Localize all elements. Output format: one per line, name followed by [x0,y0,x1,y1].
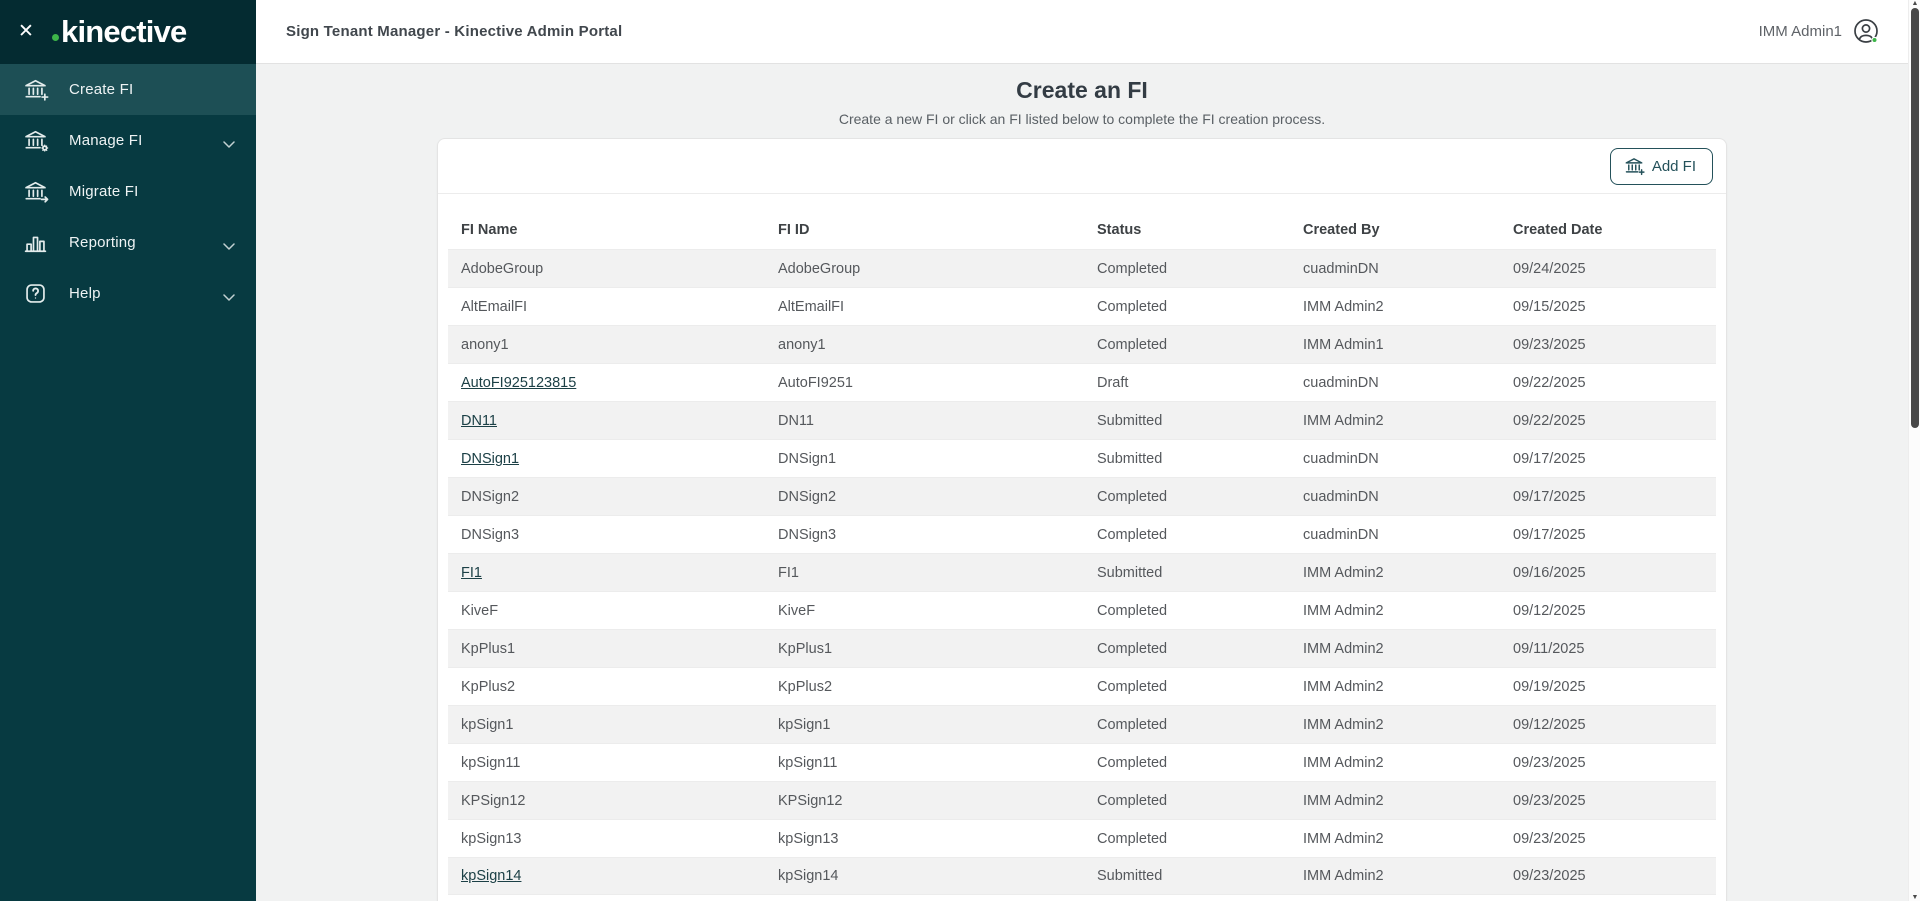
cell-fi-name-link[interactable]: AutoFI925123815 [461,374,577,391]
top-header-bar [256,0,1908,64]
col-header-fi-name: FI Name [461,222,518,238]
cell-fi-name: kpSign1 [461,716,514,733]
sidebar-item-manage-fi[interactable] [0,115,256,166]
cell-created-date: 09/15/2025 [1513,298,1586,315]
table-row [448,325,1716,363]
logo-text: kinective [61,14,187,49]
cell-fi-id: kpSign11 [778,754,838,771]
cell-status: Submitted [1097,564,1163,581]
cell-fi-id: kpSign13 [778,830,839,847]
sidebar-item-migrate-fi[interactable] [0,166,256,217]
page-heading: Create an FI [1016,77,1148,103]
cell-created-by: cuadminDN [1303,450,1379,467]
sidebar-nav [0,64,256,319]
cell-created-by: IMM Admin2 [1303,716,1384,733]
cell-fi-id: anony1 [778,336,826,353]
add-fi-button[interactable] [1610,148,1713,185]
cell-status: Completed [1097,260,1168,277]
cell-fi-id: DNSign1 [778,450,837,467]
cell-fi-id: DNSign2 [778,488,837,505]
sidebar-item-create-fi[interactable] [0,64,256,115]
col-header-created-date: Created Date [1513,222,1603,238]
sidebar-item-reporting[interactable] [0,217,256,268]
cell-status: Completed [1097,336,1168,353]
cell-fi-id: KpPlus2 [778,678,833,695]
scroll-down-arrow-icon[interactable]: ▼ [1911,894,1919,901]
bank-arrow-icon [22,178,49,205]
cell-created-by: cuadminDN [1303,526,1379,543]
cell-created-by: cuadminDN [1303,260,1379,277]
table-body [448,249,1716,895]
sidebar [0,0,256,901]
cell-fi-id: AutoFI9251 [778,374,853,391]
table-row [448,249,1716,287]
table-row [448,857,1716,895]
cell-fi-id: KPSign12 [778,792,843,809]
sidebar-item-help[interactable] [0,268,256,319]
cell-created-by: IMM Admin2 [1303,602,1384,619]
sidebar-item-label: Migrate FI [69,183,139,200]
chevron-down-icon [222,136,236,145]
cell-status: Completed [1097,678,1168,695]
cell-fi-name: AltEmailFI [461,298,528,315]
help-icon [22,280,49,307]
cell-status: Completed [1097,792,1168,809]
user-menu[interactable] [1759,17,1882,47]
cell-created-date: 09/17/2025 [1513,488,1586,505]
main-content [256,64,1908,901]
cell-created-date: 09/23/2025 [1513,868,1586,884]
cell-created-date: 09/17/2025 [1513,450,1586,467]
cell-created-date: 09/16/2025 [1513,564,1586,581]
page-title: Sign Tenant Manager - Kinective Admin Portal [286,23,623,40]
table-row [448,743,1716,781]
cell-fi-id: AdobeGroup [778,260,861,277]
cell-created-date: 09/11/2025 [1513,640,1585,657]
cell-fi-name: KiveF [461,602,499,619]
cell-status: Completed [1097,488,1168,505]
table-header-row [448,211,1716,249]
cell-fi-id: KpPlus1 [778,640,833,657]
chevron-down-icon [222,238,236,247]
logo-green-dot-icon [52,34,59,41]
cell-status: Completed [1097,298,1168,315]
scroll-up-arrow-icon[interactable]: ▲ [1911,0,1919,7]
cell-status: Completed [1097,526,1168,543]
table-row [448,553,1716,591]
card-toolbar [438,139,1726,194]
bar-chart-icon [22,229,49,256]
cell-created-date: 09/22/2025 [1513,412,1586,429]
chevron-down-icon [222,289,236,298]
cell-fi-id: AltEmailFI [778,298,845,315]
sidebar-item-label: Help [69,285,101,302]
cell-created-by: cuadminDN [1303,488,1379,505]
sidebar-close-icon[interactable]: ✕ [18,21,34,42]
cell-fi-id: DNSign3 [778,526,837,543]
cell-status: Draft [1097,374,1129,391]
cell-created-date: 09/12/2025 [1513,602,1586,619]
cell-fi-name: kpSign13 [461,830,522,847]
cell-created-by: cuadminDN [1303,374,1379,391]
table-row [448,667,1716,705]
cell-created-date: 09/22/2025 [1513,374,1586,391]
cell-fi-name-link[interactable]: DN11 [461,412,497,429]
cell-status: Submitted [1097,450,1163,467]
bank-plus-icon [22,76,49,103]
table-row [448,363,1716,401]
cell-created-by: IMM Admin1 [1303,336,1384,353]
cell-fi-name: AdobeGroup [461,260,544,277]
cell-created-date: 09/23/2025 [1513,792,1586,809]
cell-created-by: IMM Admin2 [1303,830,1384,847]
cell-fi-id: DN11 [778,412,814,429]
cell-fi-name: DNSign3 [461,526,520,543]
scrollbar-thumb[interactable] [1911,8,1919,428]
cell-fi-name: KPSign12 [461,792,526,809]
add-fi-button-label: Add FI [1651,157,1696,175]
cell-status: Completed [1097,830,1168,847]
cell-status: Submitted [1097,868,1163,884]
cell-created-date: 09/23/2025 [1513,830,1586,847]
cell-fi-name-link[interactable]: FI1 [461,564,482,581]
cell-status: Completed [1097,716,1168,733]
bank-gear-icon [22,127,49,154]
cell-created-by: IMM Admin2 [1303,792,1384,809]
cell-created-by: IMM Admin2 [1303,412,1384,429]
sidebar-item-label: Reporting [69,234,136,251]
sidebar-item-label: Manage FI [69,132,143,149]
col-header-status: Status [1097,222,1142,238]
cell-fi-id: kpSign14 [778,868,839,884]
cell-created-date: 09/23/2025 [1513,754,1586,771]
table-row [448,705,1716,743]
vertical-scrollbar[interactable] [1908,0,1920,901]
cell-created-date: 09/19/2025 [1513,678,1586,695]
cell-status: Completed [1097,640,1168,657]
cell-created-date: 09/24/2025 [1513,260,1586,277]
cell-fi-id: FI1 [778,564,799,581]
sidebar-item-label: Create FI [69,81,134,98]
cell-fi-name: anony1 [461,336,509,353]
cell-created-date: 09/17/2025 [1513,526,1586,543]
cell-fi-name: KpPlus2 [461,678,516,695]
cell-status: Completed [1097,754,1168,771]
sidebar-logo-band [0,0,256,64]
col-header-created-by: Created By [1303,222,1380,238]
cell-created-by: IMM Admin2 [1303,754,1384,771]
bank-plus-icon [1623,155,1645,177]
cell-fi-name-link[interactable]: kpSign14 [461,868,522,884]
cell-fi-name: kpSign11 [461,754,521,771]
table-row [448,515,1716,553]
page-subheading: Create a new FI or click an FI listed below to complete the FI creation process. [838,111,1326,127]
cell-created-by: IMM Admin2 [1303,564,1384,581]
cell-fi-name-link[interactable]: DNSign1 [461,450,520,467]
table-row [448,477,1716,515]
fi-list-card [437,138,1727,901]
cell-created-by: IMM Admin2 [1303,868,1384,884]
cell-created-date: 09/12/2025 [1513,716,1586,733]
table-row [448,439,1716,477]
col-header-fi-id: FI ID [778,222,810,238]
table-row [448,287,1716,325]
cell-fi-id: KiveF [778,602,816,619]
cell-created-date: 09/23/2025 [1513,336,1586,353]
cell-created-by: IMM Admin2 [1303,298,1384,315]
cell-status: Submitted [1097,412,1163,429]
cell-status: Completed [1097,602,1168,619]
table-row [448,781,1716,819]
user-name: IMM Admin1 [1758,23,1842,40]
cell-fi-name: KpPlus1 [461,640,516,657]
cell-fi-id: kpSign1 [778,716,831,733]
table-row [448,629,1716,667]
cell-created-by: IMM Admin2 [1303,678,1384,695]
cell-fi-name: DNSign2 [461,488,520,505]
table-row [448,819,1716,857]
table-row [448,591,1716,629]
user-avatar-icon[interactable] [1852,17,1882,47]
kinective-logo [52,14,187,50]
cell-created-by: IMM Admin2 [1303,640,1384,657]
fi-table [448,211,1716,895]
table-row [448,401,1716,439]
